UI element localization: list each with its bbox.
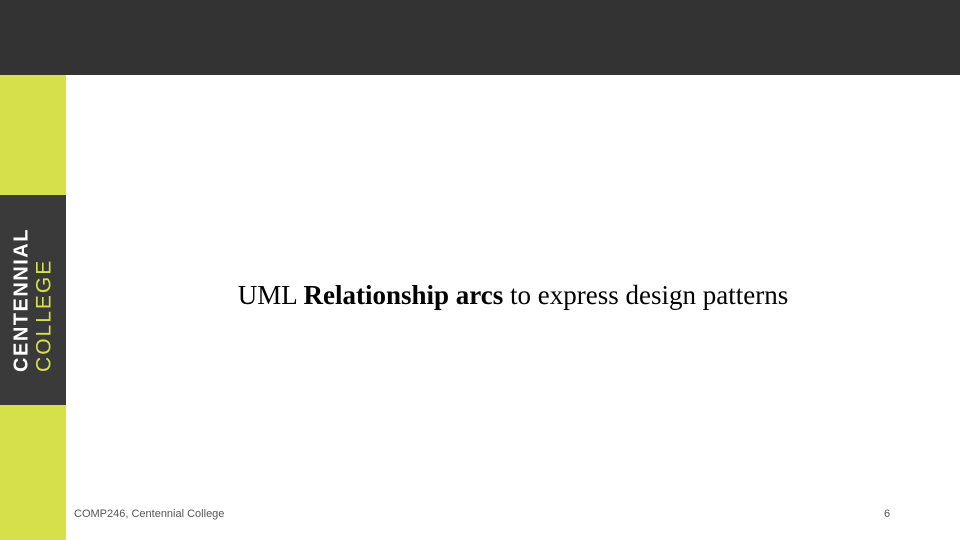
logo-line-centennial: CENTENNIAL xyxy=(10,228,33,372)
college-logo xyxy=(0,195,66,405)
title-suffix: to express design patterns xyxy=(503,280,789,310)
footer-course: COMP246, Centennial College xyxy=(74,508,225,520)
logo-wordmark xyxy=(12,228,55,372)
title-prefix: UML xyxy=(237,280,304,310)
logo-line-college: COLLEGE xyxy=(32,258,56,372)
top-banner xyxy=(0,0,960,75)
title-emphasis: Relationship arcs xyxy=(303,280,504,310)
page-number: 6 xyxy=(884,508,891,520)
slide-title xyxy=(66,280,960,311)
